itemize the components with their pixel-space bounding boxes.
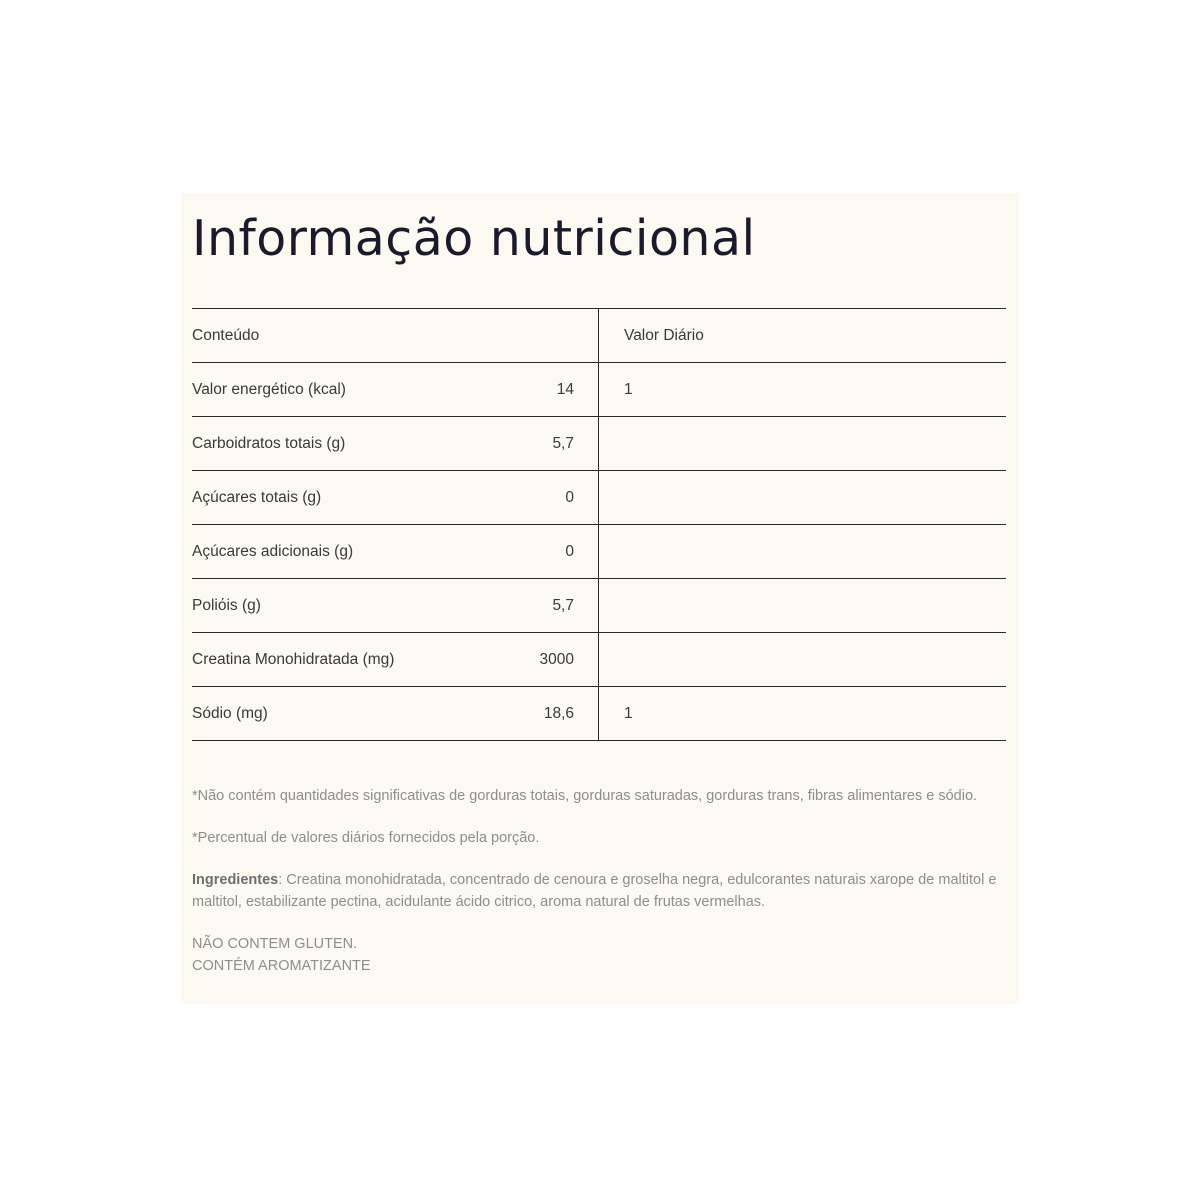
- row-left-cell: [192, 471, 599, 524]
- table-row: [192, 416, 1006, 470]
- row-left-cell: [192, 417, 599, 470]
- nutrient-value: 0: [565, 488, 574, 506]
- ingredients-text: : Creatina monohidratada, concentrado de cenoura e groselha negra, edulcorantes naturais xarope de maltitol e maltitol, estabilizante pectina, acidulante ácido citrico, aroma natural de frutas vermelhas.: [192, 872, 997, 910]
- nutrient-value: 18,6: [543, 704, 574, 722]
- nutrient-label: Carboidratos totais (g): [192, 434, 346, 452]
- nutrient-value: 3000: [539, 650, 574, 668]
- row-right-cell: [599, 633, 1006, 686]
- table-row: [192, 686, 1006, 740]
- nutrient-label: Açúcares adicionais (g): [192, 542, 354, 560]
- nutrient-label: Creatina Monohidratada (mg): [192, 650, 395, 668]
- gluten-notice: NÃO CONTEM GLUTEN.: [192, 936, 358, 952]
- nutrition-table: [192, 308, 1006, 741]
- row-left-cell: [192, 525, 599, 578]
- allergen-notice: [192, 933, 1012, 977]
- footnote-daily-values: *Percentual de valores diários fornecidos pela porção.: [192, 830, 540, 846]
- daily-value: 1: [624, 704, 633, 722]
- row-right-cell: [599, 471, 1006, 524]
- row-right-cell: [599, 417, 1006, 470]
- header-content-label: Conteúdo: [192, 326, 260, 344]
- table-row: [192, 524, 1006, 578]
- row-left-cell: [192, 363, 599, 416]
- header-content-cell: [192, 309, 599, 362]
- daily-value: 1: [624, 380, 633, 398]
- nutrient-value: 5,7: [552, 596, 574, 614]
- row-right-cell: [599, 363, 1006, 416]
- header-daily-value-label: Valor Diário: [624, 326, 704, 344]
- row-right-cell: [599, 687, 1006, 740]
- page-title: Informação nutricional: [192, 210, 756, 267]
- ingredients-paragraph: [192, 869, 1012, 913]
- nutrient-value: 5,7: [552, 434, 574, 452]
- table-row: [192, 578, 1006, 632]
- footnotes: [192, 785, 1012, 977]
- table-header-row: [192, 309, 1006, 362]
- nutrient-value: 14: [556, 380, 574, 398]
- nutrient-label: Sódio (mg): [192, 704, 268, 722]
- row-right-cell: [599, 579, 1006, 632]
- table-row: [192, 632, 1006, 686]
- row-right-cell: [599, 525, 1006, 578]
- row-left-cell: [192, 579, 599, 632]
- table-row: [192, 470, 1006, 524]
- nutrient-label: Poliόis (g): [192, 596, 261, 614]
- ingredients-label: Ingredientes: [192, 872, 279, 888]
- row-left-cell: [192, 633, 599, 686]
- header-daily-value-cell: [599, 309, 1006, 362]
- nutrient-value: 0: [565, 542, 574, 560]
- nutrition-panel: [181, 193, 1019, 1004]
- footnote-not-significant: *Não contém quantidades significativas de gorduras totais, gorduras saturadas, gorduras trans, fibras alimentares e sódio.: [192, 788, 978, 804]
- table-row: [192, 362, 1006, 416]
- flavoring-notice: CONTÉM AROMATIZANTE: [192, 958, 371, 974]
- nutrient-label: Valor energético (kcal): [192, 380, 346, 398]
- row-left-cell: [192, 687, 599, 740]
- nutrient-label: Açúcares totais (g): [192, 488, 322, 506]
